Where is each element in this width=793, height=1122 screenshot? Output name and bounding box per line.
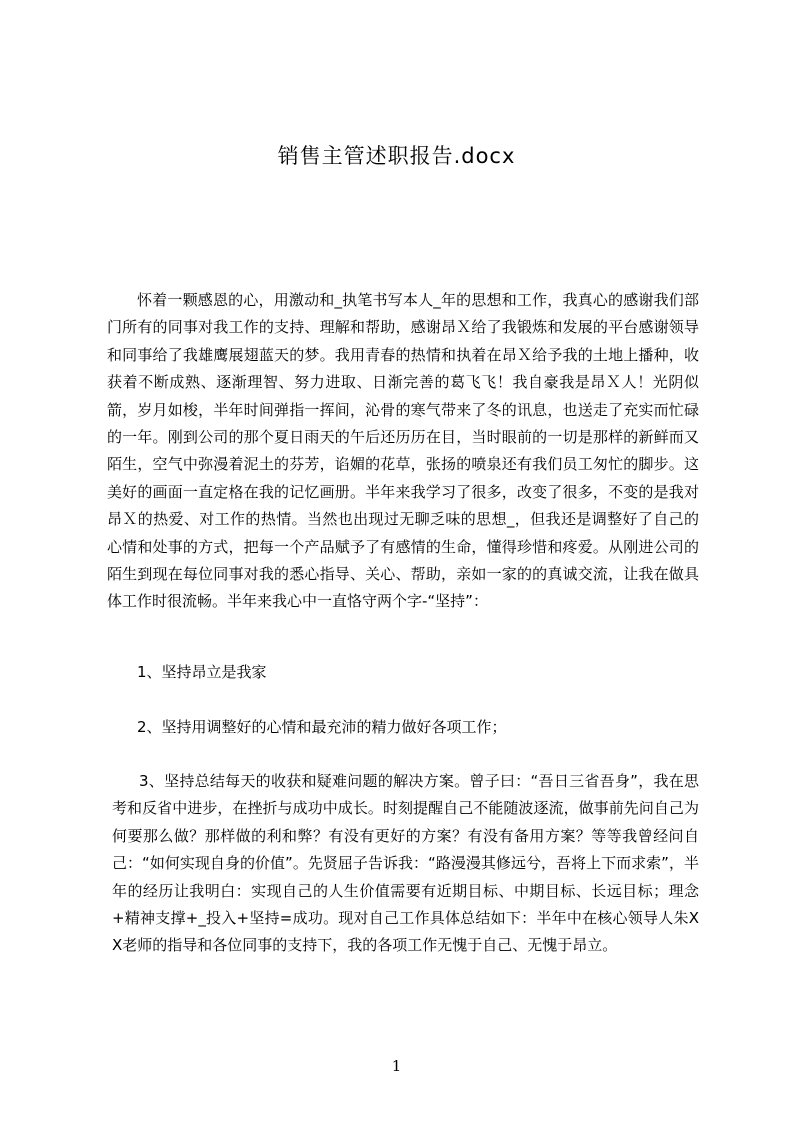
list-item-2: 2、坚持用调整好的心情和最充沛的精力做好各项工作； <box>137 718 507 736</box>
document-title: 销售主管述职报告.docx <box>277 144 516 168</box>
page-number: 1 <box>391 1057 402 1075</box>
paragraph-item-3: 3、坚持总结每天的收获和疑难问题的解决方案。曾子曰：“吾日三省吾身”，我在思考和反省中进步，在挫折与成功中成长。时刻提醒自己不能随波逐流，做事前先问自己为何要那么做？那样做的利和弊？有没有更好的方案？有没有备用方案？等等我曾经问自己：“如何实现自身的价值”。先贤屈子告诉我：“路漫漫其修远兮，吾将上下而求索”，半年的经历让我明白：实现自己的人生价值需要有近期目标、中期目标、长远目标；理念+精神支撑+_投入+坚持=成功。现对自己工作具体总结如下：半年中在核心领导人朱XX老师的指导和各位同事的支持下，我的各项工作无愧于自己、无愧于昂立。 <box>112 772 699 955</box>
paragraph-intro: 怀着一颗感恩的心，用激动和_执笔书写本人_年的思想和工作，我真心的感谢我们部门所有的同事对我工作的支持、理解和帮助，感谢昂Ｘ给了我锻炼和发展的平台感谢领导和同事给了我雄鹰展翅蓝天的梦。我用青春的热情和执着在昂Ｘ给予我的土地上播种，收获着不断成熟、逐渐理智、努力进取、日渐完善的葛飞飞！我自豪我是昂Ｘ人！光阴似箭，岁月如梭，半年时间弹指一挥间，沁骨的寒气带来了冬的讯息，也送走了充实而忙碌的一年。刚到公司的那个夏日雨天的午后还历历在目，当时眼前的一切是那样的新鲜而又陌生，空气中弥漫着泥土的芬芳，谄媚的花草，张扬的喷泉还有我们员工匆忙的脚步。这美好的画面一直定格在我的记忆画册。半年来我学习了很多，改变了很多，不变的是我对昂Ｘ的热爱、对工作的热情。当然也出现过无聊乏味的思想_，但我还是调整好了自己的心情和处事的方式，把每一个产品赋予了有感情的生命，懂得珍惜和疼爱。从刚进公司的陌生到现在每位同事对我的悉心指导、关心、帮助，亲如一家的的真诚交流，让我在做具体工作时很流畅。半年来我心中一直恪守两个字-“坚持”： <box>107 291 699 611</box>
list-item-1: 1、坚持昂立是我家 <box>137 663 267 681</box>
